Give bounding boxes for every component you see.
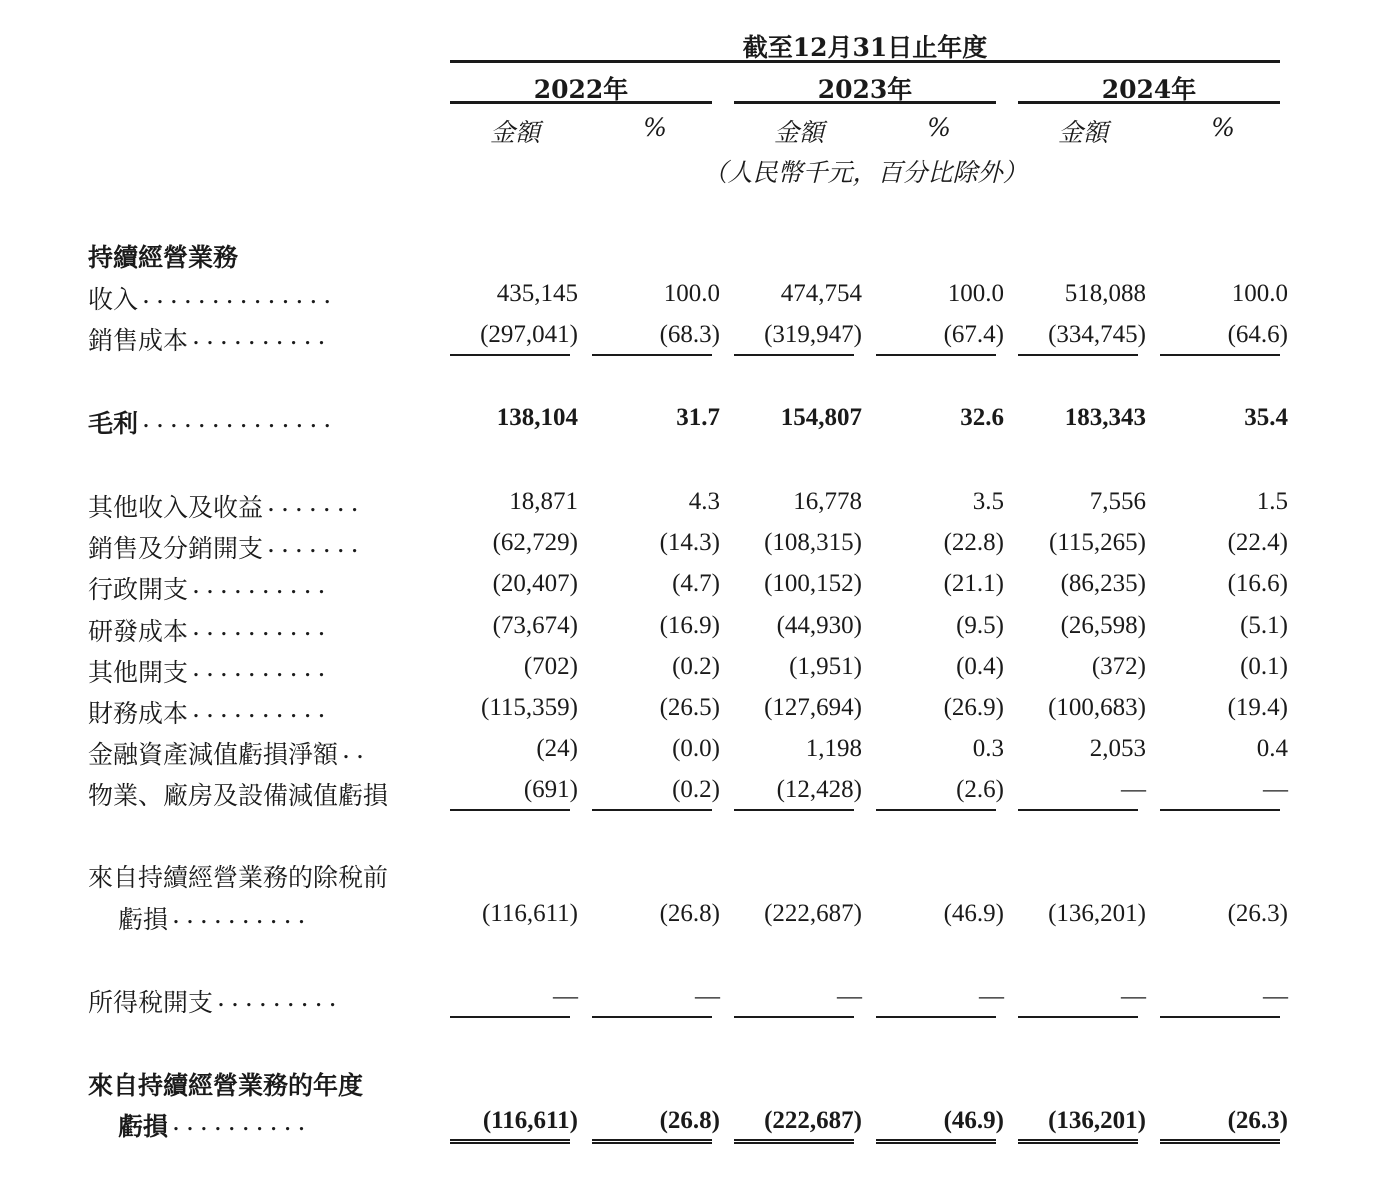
double-underline-rule bbox=[592, 1139, 712, 1144]
row-label-line1: 來自持續經營業務的年度 bbox=[88, 1071, 364, 1100]
leader-dots: .......... bbox=[192, 653, 332, 682]
leader-dots: ....... bbox=[267, 529, 365, 558]
cell-value: (115,359) bbox=[481, 694, 578, 721]
double-underline-rule bbox=[1160, 1139, 1280, 1144]
cell-value: (0.1) bbox=[1240, 653, 1288, 680]
cell-value: (136,201) bbox=[1048, 900, 1146, 927]
cell-value: (26.3) bbox=[1227, 1107, 1288, 1134]
leader-dots: .......... bbox=[172, 1107, 312, 1136]
cell-value: (334,745) bbox=[1048, 321, 1146, 348]
cell-value: (0.4) bbox=[956, 653, 1004, 680]
cell-value: (22.8) bbox=[943, 529, 1004, 556]
cell-value: 518,088 bbox=[1064, 280, 1146, 307]
col-pct-2023: % bbox=[927, 113, 951, 142]
row-label: 收入 bbox=[88, 285, 139, 314]
cell-value: 435,145 bbox=[496, 280, 578, 307]
leader-dots: .......... bbox=[192, 694, 332, 723]
row-label: 所得稅開支 bbox=[88, 988, 214, 1017]
cell-value: (68.3) bbox=[659, 321, 720, 348]
underline-rule bbox=[450, 354, 570, 356]
cell-value: 154,807 bbox=[780, 404, 862, 431]
cell-value: (67.4) bbox=[943, 321, 1004, 348]
row-label: 銷售成本 bbox=[88, 326, 189, 355]
cell-value: — bbox=[979, 983, 1004, 1010]
underline-rule bbox=[734, 809, 854, 811]
col-amount-2024: 金額 bbox=[1057, 118, 1108, 147]
cell-value: (372) bbox=[1091, 653, 1146, 680]
cell-value: 1.5 bbox=[1256, 488, 1288, 515]
leader-dots: .. bbox=[342, 735, 370, 764]
cell-value: (14.3) bbox=[659, 529, 720, 556]
leader-dots: ....... bbox=[267, 488, 365, 517]
leader-dots: .......... bbox=[172, 900, 312, 929]
cell-value: (691) bbox=[523, 776, 578, 803]
section-title: 持續經營業務 bbox=[88, 243, 239, 272]
cell-value: 0.3 bbox=[972, 735, 1004, 762]
cell-value: (46.9) bbox=[943, 900, 1004, 927]
leader-dots: .......... bbox=[192, 570, 332, 599]
underline-rule bbox=[876, 354, 996, 356]
row-label: 虧損 bbox=[118, 1112, 169, 1141]
underline-rule bbox=[1018, 1016, 1138, 1018]
year-rule-2023 bbox=[734, 101, 996, 104]
cell-value: — bbox=[695, 983, 720, 1010]
underline-rule bbox=[592, 809, 712, 811]
cell-value: (116,611) bbox=[482, 1107, 578, 1134]
cell-value: (136,201) bbox=[1048, 1107, 1146, 1134]
cell-value: 100.0 bbox=[1231, 280, 1288, 307]
year-rule-2024 bbox=[1018, 101, 1280, 104]
underline-rule bbox=[876, 1016, 996, 1018]
double-underline-rule bbox=[450, 1139, 570, 1144]
underline-rule bbox=[592, 1016, 712, 1018]
col-amount-2022: 金額 bbox=[489, 118, 540, 147]
cell-value: (100,152) bbox=[764, 570, 862, 597]
year-2022: 2022年 bbox=[533, 75, 629, 104]
row-label: 金融資產減值虧損淨額 bbox=[88, 740, 339, 769]
cell-value: (26.9) bbox=[943, 694, 1004, 721]
col-pct-2022: % bbox=[643, 113, 667, 142]
cell-value: (222,687) bbox=[764, 900, 862, 927]
cell-value: (222,687) bbox=[764, 1107, 862, 1134]
cell-value: (9.5) bbox=[956, 612, 1004, 639]
year-2024: 2024年 bbox=[1101, 75, 1197, 104]
row-label: 銷售及分銷開支 bbox=[88, 534, 264, 563]
cell-value: (319,947) bbox=[764, 321, 862, 348]
underline-rule bbox=[1160, 809, 1280, 811]
cell-value: 138,104 bbox=[496, 404, 578, 431]
cell-value: 4.3 bbox=[688, 488, 720, 515]
cell-value: (46.9) bbox=[943, 1107, 1004, 1134]
cell-value: (100,683) bbox=[1048, 694, 1146, 721]
cell-value: (22.4) bbox=[1227, 529, 1288, 556]
row-label: 研發成本 bbox=[88, 617, 189, 646]
cell-value: — bbox=[1121, 983, 1146, 1010]
cell-value: 18,871 bbox=[509, 488, 578, 515]
cell-value: (1,951) bbox=[789, 653, 862, 680]
cell-value: 100.0 bbox=[663, 280, 720, 307]
cell-value: — bbox=[1121, 776, 1146, 803]
underline-rule bbox=[734, 354, 854, 356]
cell-value: (24) bbox=[536, 735, 578, 762]
col-amount-2023: 金額 bbox=[773, 118, 824, 147]
cell-value: (26.3) bbox=[1227, 900, 1288, 927]
cell-value: (26.5) bbox=[659, 694, 720, 721]
cell-value: (702) bbox=[523, 653, 578, 680]
cell-value: (127,694) bbox=[764, 694, 862, 721]
cell-value: (26.8) bbox=[659, 1107, 720, 1134]
year-rule-2022 bbox=[450, 101, 712, 104]
header-rule bbox=[450, 60, 1280, 63]
cell-value: (64.6) bbox=[1227, 321, 1288, 348]
cell-value: (44,930) bbox=[776, 612, 862, 639]
leader-dots: .......... bbox=[192, 321, 332, 350]
cell-value: (16.6) bbox=[1227, 570, 1288, 597]
cell-value: 3.5 bbox=[972, 488, 1004, 515]
double-underline-rule bbox=[876, 1139, 996, 1144]
cell-value: (116,611) bbox=[481, 900, 578, 927]
cell-value: — bbox=[1263, 776, 1288, 803]
cell-value: (108,315) bbox=[764, 529, 862, 556]
row-label-line1: 來自持續經營業務的除稅前 bbox=[88, 863, 389, 892]
cell-value: (19.4) bbox=[1227, 694, 1288, 721]
cell-value: 7,556 bbox=[1089, 488, 1146, 515]
unit-note: （人民幣千元，百分比除外） bbox=[702, 158, 1028, 187]
cell-value: — bbox=[837, 983, 862, 1010]
underline-rule bbox=[450, 809, 570, 811]
cell-value: — bbox=[1263, 983, 1288, 1010]
cell-value: (12,428) bbox=[776, 776, 862, 803]
row-label: 物業、廠房及設備減值虧損 bbox=[88, 781, 389, 810]
cell-value: 31.7 bbox=[676, 404, 720, 431]
cell-value: — bbox=[553, 983, 578, 1010]
period-title: 截至12月31日止年度 bbox=[742, 33, 988, 62]
cell-value: 474,754 bbox=[780, 280, 862, 307]
cell-value: (21.1) bbox=[943, 570, 1004, 597]
cell-value: (26,598) bbox=[1060, 612, 1146, 639]
row-label: 財務成本 bbox=[88, 699, 189, 728]
underline-rule bbox=[876, 809, 996, 811]
cell-value: (20,407) bbox=[492, 570, 578, 597]
double-underline-rule bbox=[734, 1139, 854, 1144]
cell-value: 1,198 bbox=[805, 735, 862, 762]
leader-dots: .............. bbox=[142, 404, 338, 433]
underline-rule bbox=[1018, 354, 1138, 356]
cell-value: (2.6) bbox=[956, 776, 1004, 803]
cell-value: 35.4 bbox=[1244, 404, 1288, 431]
cell-value: 32.6 bbox=[960, 404, 1004, 431]
row-label: 虧損 bbox=[118, 905, 169, 934]
cell-value: 0.4 bbox=[1256, 735, 1288, 762]
row-label: 其他收入及收益 bbox=[88, 493, 264, 522]
leader-dots: .......... bbox=[192, 612, 332, 641]
double-underline-rule bbox=[1018, 1139, 1138, 1144]
cell-value: 16,778 bbox=[793, 488, 862, 515]
underline-rule bbox=[1160, 1016, 1280, 1018]
cell-value: 100.0 bbox=[947, 280, 1004, 307]
row-label: 行政開支 bbox=[88, 575, 189, 604]
leader-dots: ......... bbox=[217, 983, 343, 1012]
cell-value: (297,041) bbox=[480, 321, 578, 348]
cell-value: (0.0) bbox=[672, 735, 720, 762]
underline-rule bbox=[592, 354, 712, 356]
cell-value: (0.2) bbox=[672, 776, 720, 803]
underline-rule bbox=[1018, 809, 1138, 811]
underline-rule bbox=[734, 1016, 854, 1018]
cell-value: (62,729) bbox=[492, 529, 578, 556]
cell-value: (26.8) bbox=[659, 900, 720, 927]
cell-value: (86,235) bbox=[1060, 570, 1146, 597]
col-pct-2024: % bbox=[1211, 113, 1235, 142]
underline-rule bbox=[450, 1016, 570, 1018]
year-2023: 2023年 bbox=[817, 75, 913, 104]
cell-value: 2,053 bbox=[1089, 735, 1146, 762]
underline-rule bbox=[1160, 354, 1280, 356]
cell-value: (4.7) bbox=[672, 570, 720, 597]
row-label: 其他開支 bbox=[88, 658, 189, 687]
cell-value: (73,674) bbox=[492, 612, 578, 639]
leader-dots: .............. bbox=[142, 280, 338, 309]
cell-value: (16.9) bbox=[659, 612, 720, 639]
cell-value: 183,343 bbox=[1064, 404, 1146, 431]
cell-value: (0.2) bbox=[672, 653, 720, 680]
cell-value: (5.1) bbox=[1240, 612, 1288, 639]
row-label: 毛利 bbox=[88, 409, 139, 438]
cell-value: (115,265) bbox=[1049, 529, 1146, 556]
